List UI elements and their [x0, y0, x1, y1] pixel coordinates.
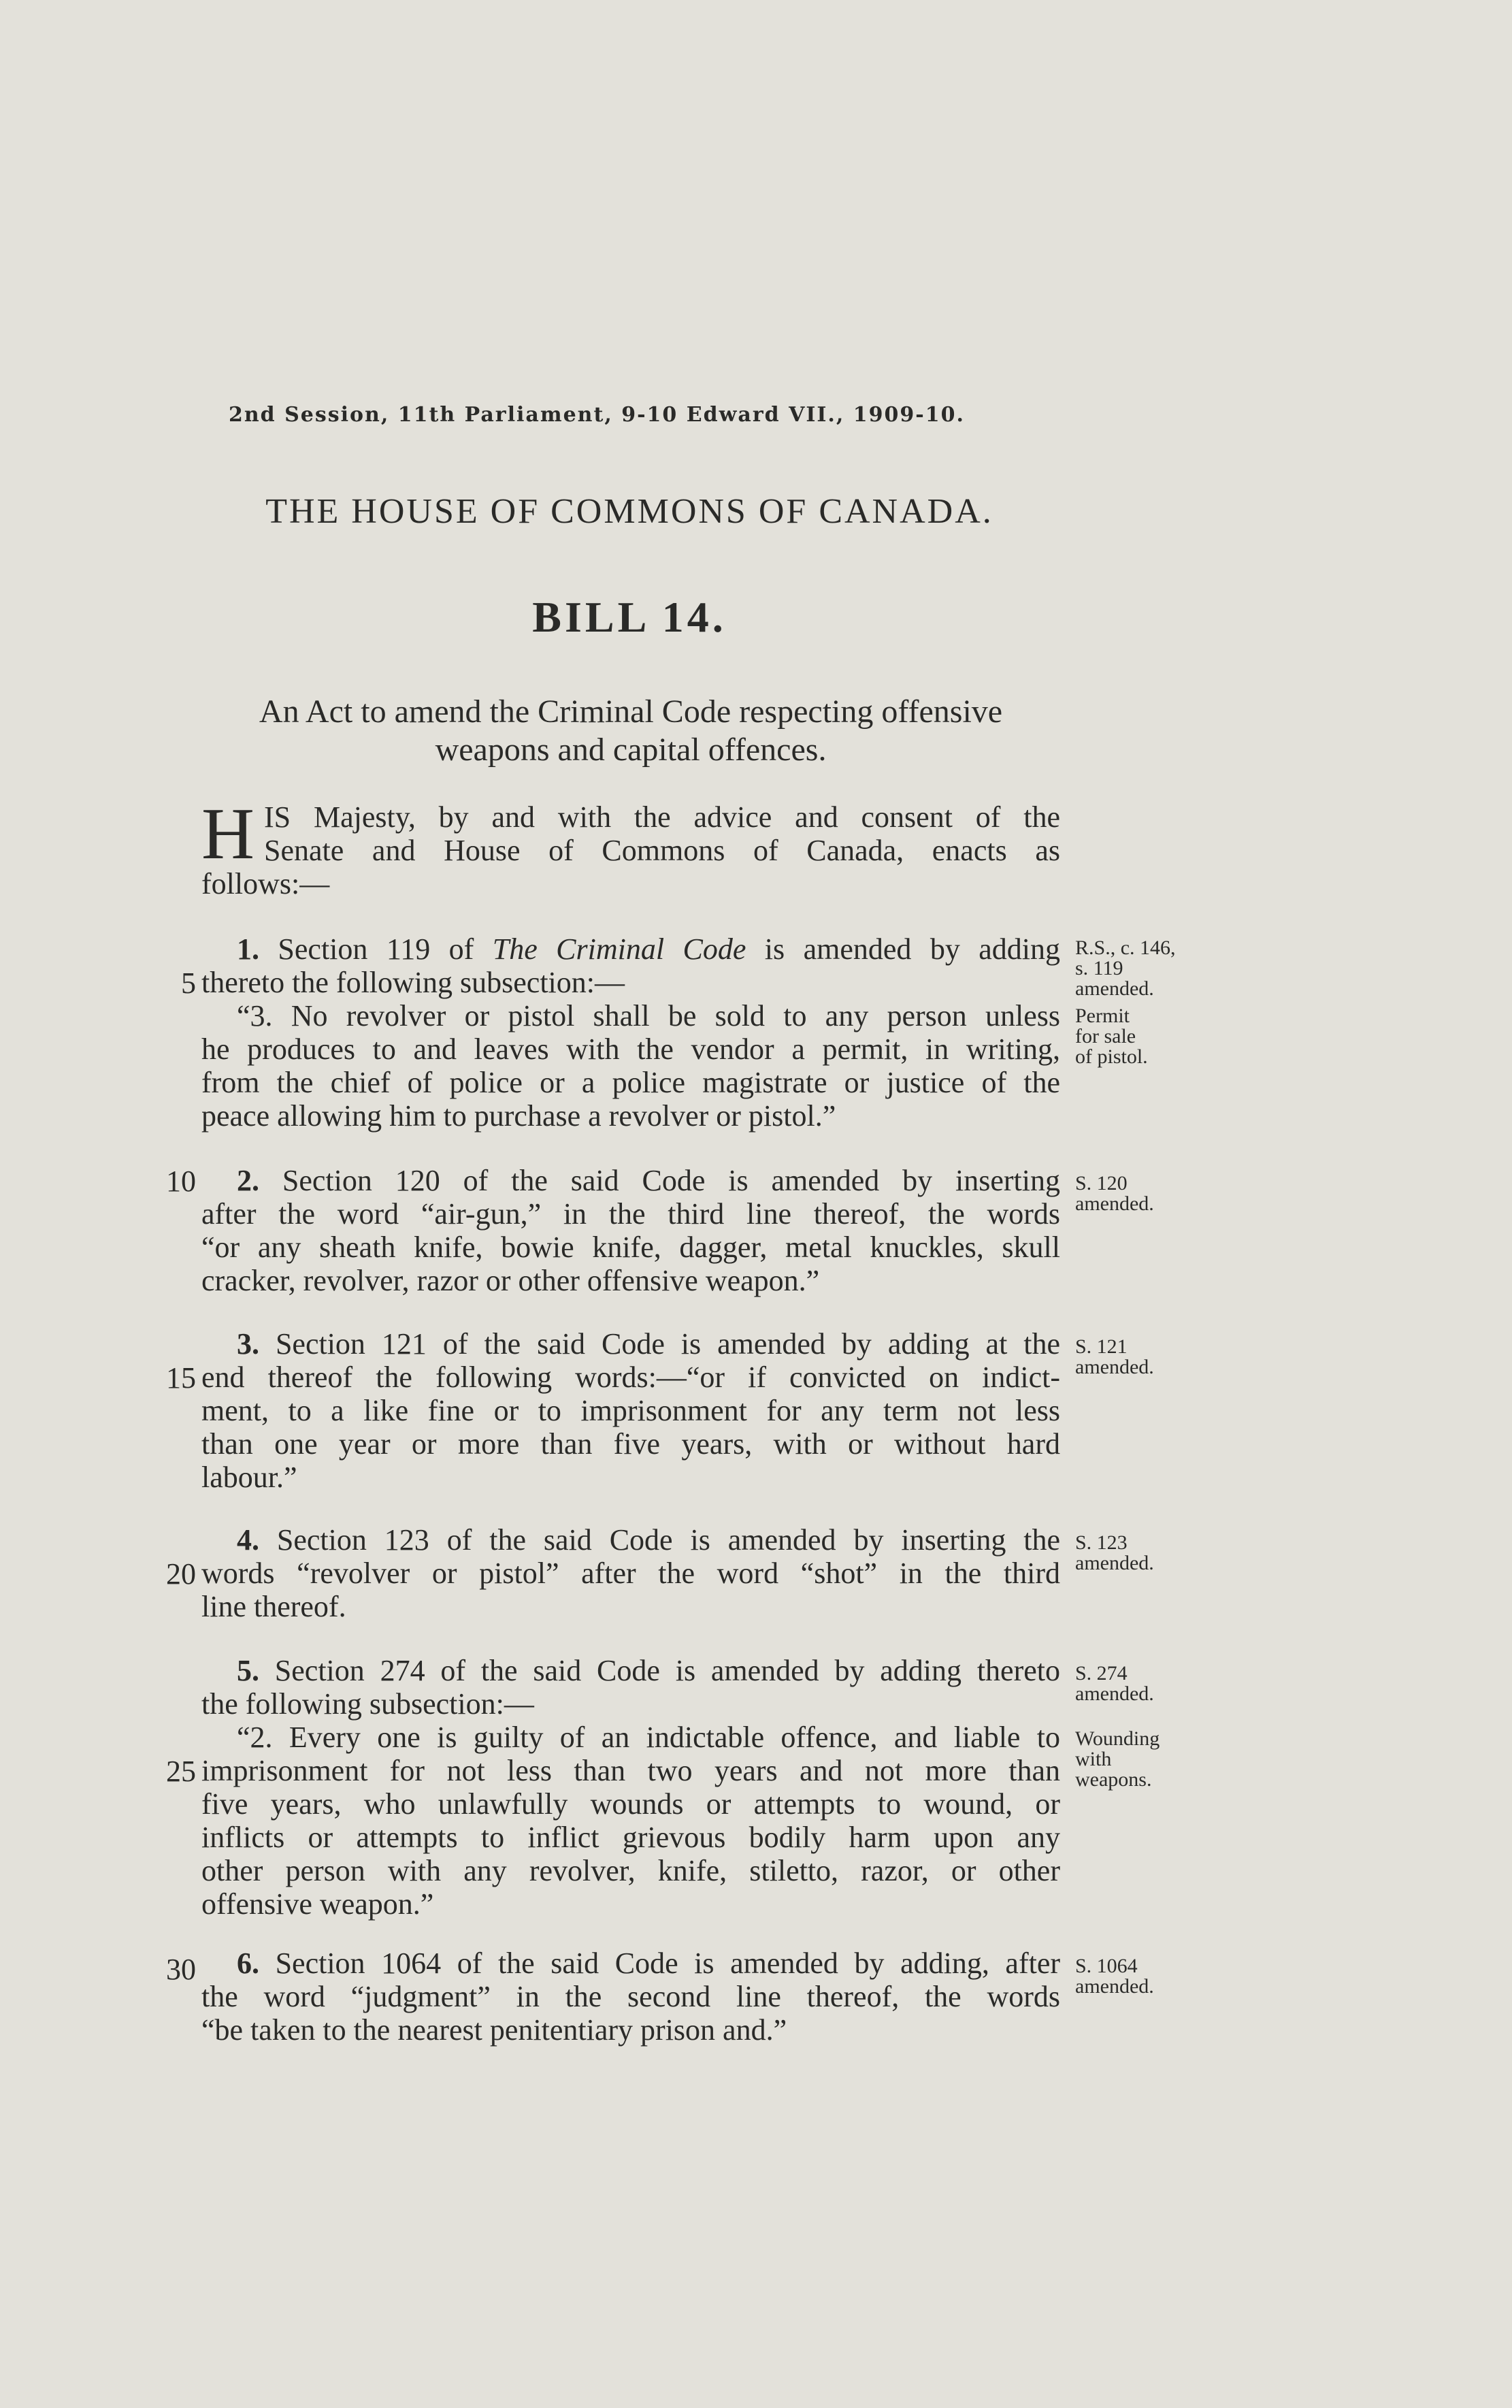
section-text: Section 119 of	[259, 932, 493, 966]
margin-note-line: Permit	[1075, 1005, 1130, 1027]
line-number: 5	[181, 966, 196, 1000]
margin-note-line: S. 120	[1075, 1172, 1128, 1194]
preamble	[201, 794, 1060, 900]
section-number: 6.	[237, 1947, 259, 1980]
section-line	[201, 1654, 1060, 1687]
section-line: offensive weapon.”	[201, 1887, 434, 1921]
margin-note-line: R.S., c. 146,	[1075, 937, 1176, 959]
section-line: line thereof.	[201, 1590, 346, 1623]
section-line: than one year or more than five years, with or without hard	[201, 1427, 1060, 1461]
bill-number: BILL 14.	[532, 593, 727, 641]
section-number: 1.	[237, 932, 259, 966]
margin-note-line: of pistol.	[1075, 1045, 1148, 1068]
section-line: imprisonment for not less than two years and not more than	[201, 1754, 1060, 1787]
section-line: cracker, revolver, razor or other offensive weapon.”	[201, 1264, 820, 1297]
section-number: 2.	[237, 1164, 259, 1197]
margin-note	[1075, 938, 1225, 999]
margin-note	[1075, 1729, 1225, 1790]
margin-note	[1075, 1006, 1225, 1067]
section-line: “be taken to the nearest penitentiary prison and.”	[201, 2013, 787, 2047]
act-title	[201, 693, 1060, 769]
act-title-line: An Act to amend the Criminal Code respecting offensive	[259, 694, 1003, 730]
section-line	[201, 1523, 1060, 1557]
section-text: Section 120 of the said Code is amended by inserting	[259, 1164, 1060, 1197]
section-4	[201, 1523, 1060, 1623]
margin-note	[1075, 1956, 1225, 1997]
margin-note	[1075, 1663, 1225, 1704]
section-line	[201, 1947, 1060, 1980]
margin-note-line: S. 123	[1075, 1531, 1128, 1554]
margin-note-line: amended.	[1075, 1192, 1154, 1215]
section-3	[201, 1327, 1060, 1494]
house-heading: THE HOUSE OF COMMONS OF CANADA.	[265, 492, 993, 531]
section-line: thereto the following subsection:—	[201, 966, 625, 999]
margin-note	[1075, 1173, 1225, 1214]
section-line: labour.”	[201, 1461, 297, 1494]
act-name: The Criminal Code	[492, 932, 746, 966]
section-line	[201, 1164, 1060, 1197]
section-line: end thereof the following words:—“or if convicted on indict-	[201, 1361, 1060, 1394]
section-line: “or any sheath knife, bowie knife, dagger, metal knuckles, skull	[201, 1231, 1060, 1264]
preamble-line: Senate and House of Commons of Canada, enacts as	[264, 834, 1060, 867]
margin-note	[1075, 1533, 1225, 1574]
section-text: Section 1064 of the said Code is amended by adding, after	[259, 1947, 1060, 1980]
section-line: words “revolver or pistol” after the word “shot” in the third	[201, 1557, 1060, 1590]
margin-note-line: s. 119	[1075, 957, 1123, 979]
line-number: 30	[166, 1953, 196, 1986]
section-line: five years, who unlawfully wounds or attempts to wound, or	[201, 1787, 1060, 1821]
section-number: 4.	[237, 1523, 259, 1557]
line-number: 10	[166, 1165, 196, 1198]
margin-note-line: amended.	[1075, 977, 1154, 1000]
preamble-line: follows:—	[201, 867, 330, 900]
preamble-line: IS Majesty, by and with the advice and consent of the	[264, 800, 1060, 834]
line-number: 15	[166, 1361, 196, 1395]
section-text: Section 274 of the said Code is amended by adding thereto	[259, 1654, 1060, 1687]
margin-note-line: S. 1064	[1075, 1955, 1138, 1977]
margin-note-line: S. 274	[1075, 1662, 1128, 1685]
margin-note-line: amended.	[1075, 1682, 1154, 1705]
section-1	[201, 932, 1060, 1133]
section-line: he produces to and leaves with the vendor a permit, in writing,	[201, 1032, 1060, 1066]
section-number: 3.	[237, 1327, 259, 1361]
section-line: the word “judgment” in the second line thereof, the words	[201, 1980, 1060, 2013]
section-line: peace allowing him to purchase a revolver or pistol.”	[201, 1099, 836, 1133]
section-line: inflicts or attempts to inflict grievous bodily harm upon any	[201, 1821, 1060, 1854]
section-line: other person with any revolver, knife, stiletto, razor, or other	[201, 1854, 1060, 1887]
act-title-line: weapons and capital offences.	[435, 732, 827, 768]
margin-note-line: amended.	[1075, 1356, 1154, 1378]
margin-note-line: amended.	[1075, 1975, 1154, 1998]
section-line: ment, to a like fine or to imprisonment for any term not less	[201, 1394, 1060, 1427]
section-line	[201, 1327, 1060, 1361]
margin-note-line: for sale	[1075, 1025, 1136, 1047]
section-line: “2. Every one is guilty of an indictable offence, and liable to	[237, 1721, 1060, 1754]
section-2	[201, 1164, 1060, 1297]
section-text: Section 123 of the said Code is amended by inserting the	[259, 1523, 1060, 1557]
section-text: is amended by adding	[746, 932, 1061, 966]
margin-note-line: Wounding	[1075, 1727, 1160, 1750]
section-line: from the chief of police or a police magistrate or justice of the	[201, 1066, 1060, 1099]
drop-cap: H	[201, 794, 254, 875]
section-text: Section 121 of the said Code is amended by adding at the	[259, 1327, 1060, 1361]
margin-note-line: with	[1075, 1748, 1112, 1770]
section-6	[201, 1947, 1060, 2047]
section-line: after the word “air-gun,” in the third line thereof, the words	[201, 1197, 1060, 1231]
section-line	[201, 932, 1060, 966]
margin-note-line: weapons.	[1075, 1768, 1152, 1791]
section-5	[201, 1654, 1060, 1921]
section-number: 5.	[237, 1654, 259, 1687]
session-header: 2nd Session, 11th Parliament, 9-10 Edward VII., 1909-10.	[229, 403, 965, 427]
line-number: 20	[166, 1557, 196, 1591]
section-line: the following subsection:—	[201, 1687, 534, 1721]
line-number: 25	[166, 1755, 196, 1788]
section-line: “3. No revolver or pistol shall be sold to any person unless	[237, 999, 1060, 1032]
margin-note-line: amended.	[1075, 1552, 1154, 1574]
margin-note-line: S. 121	[1075, 1335, 1128, 1358]
margin-note	[1075, 1337, 1225, 1378]
